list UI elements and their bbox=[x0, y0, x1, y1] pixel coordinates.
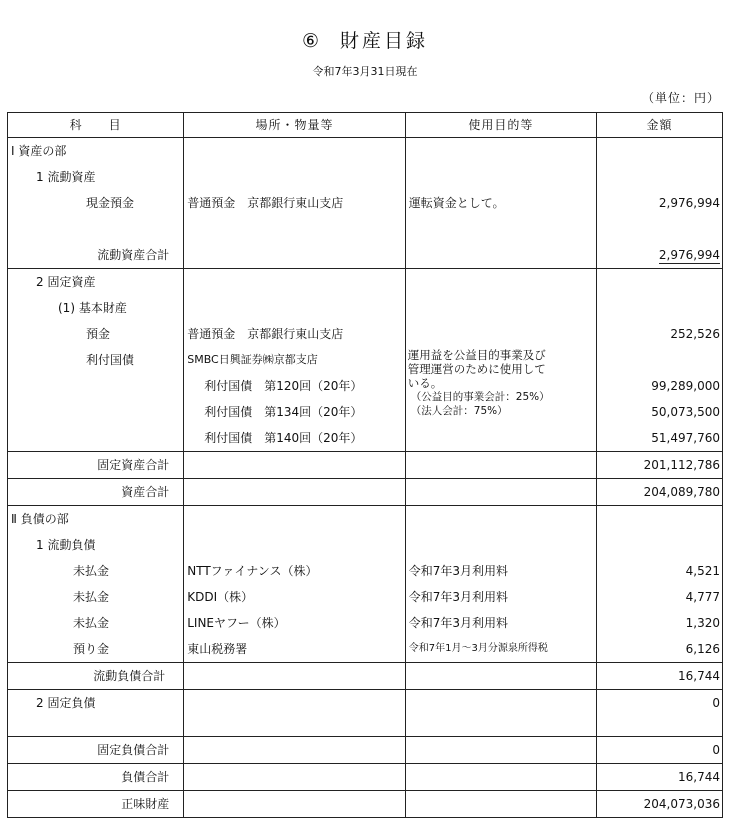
current-assets-total: 2,976,994 bbox=[597, 242, 723, 269]
deposit-label: 預金 bbox=[8, 321, 184, 347]
net-assets-amount: 204,073,036 bbox=[597, 791, 723, 818]
title-text: 財産目録 bbox=[340, 30, 429, 52]
liabilities-section-heading: Ⅱ 負債の部 bbox=[8, 506, 184, 533]
liability-location: KDDI（株） bbox=[184, 584, 406, 610]
fixed-liabilities-heading: 2 固定負債 bbox=[8, 690, 184, 737]
bond-120-location: 利付国債 第120回（20年） bbox=[184, 373, 406, 399]
table-row bbox=[8, 425, 723, 452]
liability-location: NTTファイナンス（株） bbox=[184, 558, 406, 584]
purpose-note-public: （公益目的事業会計：25%） bbox=[410, 391, 550, 403]
table-row bbox=[8, 452, 723, 479]
liability-label: 未払金 bbox=[8, 558, 184, 584]
fixed-assets-total-label: 固定資産合計 bbox=[8, 452, 184, 479]
column-header-purpose: 使用目的等 bbox=[405, 113, 596, 138]
as-of-date: 令和7年3月31日現在 bbox=[312, 65, 418, 78]
column-header-location: 場所・物量等 bbox=[184, 113, 406, 138]
property-register-table bbox=[7, 112, 723, 818]
table-row bbox=[8, 737, 723, 764]
fixed-liabilities-total-label: 固定負債合計 bbox=[8, 737, 184, 764]
current-liabilities-total-label: 流動負債合計 bbox=[8, 663, 184, 690]
bonds-label: 利付国債 bbox=[8, 347, 184, 373]
liabilities-total-label: 負債合計 bbox=[8, 764, 184, 791]
table-row bbox=[8, 242, 723, 269]
basic-property-heading: (1) 基本財産 bbox=[8, 295, 184, 321]
liabilities-total: 16,744 bbox=[597, 764, 723, 791]
table-row bbox=[8, 190, 723, 216]
liability-purpose: 令和7年1月～3月分源泉所得税 bbox=[405, 636, 596, 663]
table-row bbox=[8, 295, 723, 321]
current-liabilities-heading: 1 流動負債 bbox=[8, 532, 184, 558]
assets-section-heading: Ⅰ 資産の部 bbox=[8, 138, 184, 165]
fixed-assets-total: 201,112,786 bbox=[597, 452, 723, 479]
table-row bbox=[8, 584, 723, 610]
table-row bbox=[8, 506, 723, 533]
purpose-note-corporate: （法人会計：75%） bbox=[410, 405, 508, 417]
bond-134-amount: 50,073,500 bbox=[597, 399, 723, 425]
unit-label: （単位：円） bbox=[641, 91, 720, 105]
table-row bbox=[8, 479, 723, 506]
assets-total-label: 資産合計 bbox=[8, 479, 184, 506]
net-assets-label: 正味財産 bbox=[8, 791, 184, 818]
bond-140-amount: 51,497,760 bbox=[597, 425, 723, 452]
table-row bbox=[8, 347, 723, 373]
table-row bbox=[8, 216, 723, 242]
table-row bbox=[8, 764, 723, 791]
column-header-amount: 金額 bbox=[597, 113, 723, 138]
table-row bbox=[8, 269, 723, 296]
current-assets-heading: 1 流動資産 bbox=[8, 164, 184, 190]
purpose-line: 管理運営のために使用して bbox=[407, 362, 546, 376]
table-header-row bbox=[8, 113, 723, 138]
fixed-liabilities-amount: 0 bbox=[597, 690, 723, 737]
purpose-line: いる。 bbox=[407, 376, 443, 390]
cash-location: 普通預金 京都銀行東山支店 bbox=[184, 190, 406, 216]
column-header-account: 科 目 bbox=[8, 113, 184, 138]
liability-amount: 4,521 bbox=[597, 558, 723, 584]
title-number: ⑥ bbox=[301, 30, 323, 52]
cash-amount: 2,976,994 bbox=[597, 190, 723, 216]
bond-120-amount: 99,289,000 bbox=[597, 373, 723, 399]
liability-location: 東山税務署 bbox=[184, 636, 406, 663]
document-title bbox=[0, 26, 730, 53]
current-liabilities-total: 16,744 bbox=[597, 663, 723, 690]
table-row bbox=[8, 138, 723, 165]
assets-total: 204,089,780 bbox=[597, 479, 723, 506]
table-row bbox=[8, 636, 723, 663]
table-row bbox=[8, 399, 723, 425]
cash-label: 現金預金 bbox=[8, 190, 184, 216]
table-row bbox=[8, 558, 723, 584]
liability-purpose: 令和7年3月利用料 bbox=[405, 584, 596, 610]
bond-140-location: 利付国債 第140回（20年） bbox=[184, 425, 406, 452]
fixed-liabilities-total: 0 bbox=[597, 737, 723, 764]
table-row bbox=[8, 690, 723, 737]
purpose-line: 運用益を公益目的事業及び bbox=[407, 348, 546, 362]
liability-label: 未払金 bbox=[8, 610, 184, 636]
deposit-amount: 252,526 bbox=[597, 321, 723, 347]
table-row bbox=[8, 532, 723, 558]
liability-amount: 1,320 bbox=[597, 610, 723, 636]
current-assets-total-label: 流動資産合計 bbox=[8, 242, 184, 269]
table-row bbox=[8, 373, 723, 399]
cash-purpose: 運転資金として。 bbox=[405, 190, 596, 216]
liability-purpose: 令和7年3月利用料 bbox=[405, 610, 596, 636]
liability-label: 未払金 bbox=[8, 584, 184, 610]
table-row bbox=[8, 663, 723, 690]
table-row bbox=[8, 321, 723, 347]
liability-label: 預り金 bbox=[8, 636, 184, 663]
liability-amount: 4,777 bbox=[597, 584, 723, 610]
liability-amount: 6,126 bbox=[597, 636, 723, 663]
bond-134-location: 利付国債 第134回（20年） bbox=[184, 399, 406, 425]
bonds-location: SMBC日興証券㈱京都支店 bbox=[184, 347, 406, 373]
table-row bbox=[8, 164, 723, 190]
deposit-location: 普通預金 京都銀行東山支店 bbox=[184, 321, 406, 347]
liability-location: LINEヤフー（株） bbox=[184, 610, 406, 636]
fixed-assets-heading: 2 固定資産 bbox=[8, 269, 184, 296]
table-row bbox=[8, 610, 723, 636]
table-row bbox=[8, 791, 723, 818]
fixed-assets-purpose bbox=[405, 269, 596, 452]
liability-purpose: 令和7年3月利用料 bbox=[405, 558, 596, 584]
